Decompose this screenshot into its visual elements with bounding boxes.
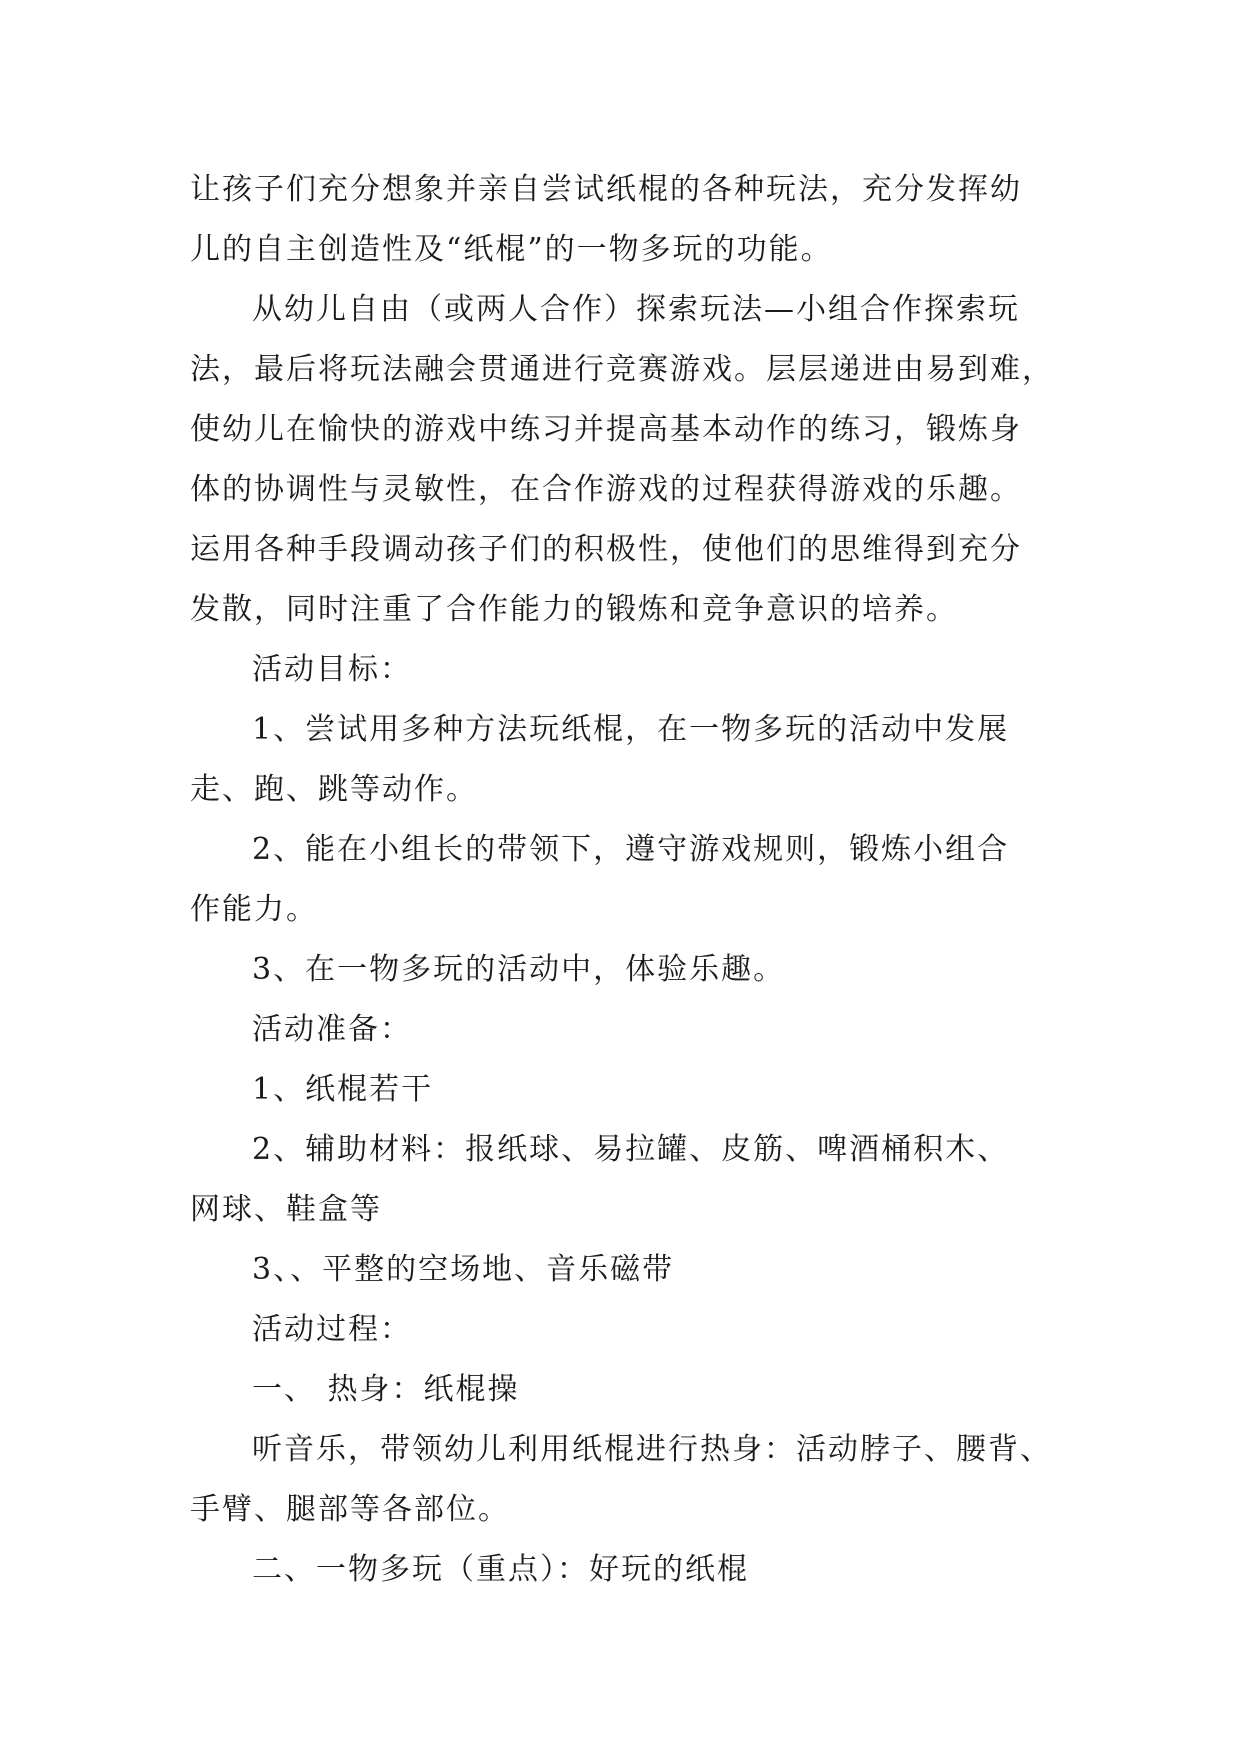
text-line: 使幼儿在愉快的游戏中练习并提高基本动作的练习，锻炼身 [190, 412, 1022, 447]
list-item: 3、在一物多玩的活动中，体验乐趣。 [252, 952, 786, 987]
text-line: 走、跑、跳等动作。 [190, 772, 478, 807]
text-line: 法，最后将玩法融会贯通进行竞赛游戏。层层递进由易到难， [190, 352, 1054, 387]
section-heading: 活动准备： [252, 1012, 412, 1047]
section-heading: 活动目标： [252, 652, 412, 687]
document-body [190, 160, 1070, 1600]
text-line: 听音乐，带领幼儿利用纸棍进行热身：活动脖子、腰背、 [252, 1432, 1052, 1467]
list-item: 1、尝试用多种方法玩纸棍，在一物多玩的活动中发展 [252, 712, 1010, 747]
text-line: 运用各种手段调动孩子们的积极性，使他们的思维得到充分 [190, 532, 1022, 567]
step-heading: 二、一物多玩（重点）：好玩的纸棍 [252, 1552, 749, 1587]
text-line: 从幼儿自由（或两人合作）探索玩法—小组合作探索玩 [252, 292, 1020, 327]
text-line: 体的协调性与灵敏性，在合作游戏的过程获得游戏的乐趣。 [190, 472, 1022, 507]
list-item: 1、纸棍若干 [252, 1072, 434, 1107]
text-line: 网球、鞋盒等 [190, 1192, 382, 1227]
list-item: 3、、平整的空场地、音乐磁带 [252, 1252, 675, 1287]
list-item: 2、能在小组长的带领下，遵守游戏规则，锻炼小组合 [252, 832, 1010, 867]
text-line: 儿的自主创造性及“纸棍”的一物多玩的功能。 [190, 232, 833, 267]
text-line: 让孩子们充分想象并亲自尝试纸棍的各种玩法，充分发挥幼 [190, 172, 1022, 207]
text-line: 作能力。 [190, 892, 318, 927]
list-item: 2、辅助材料：报纸球、易拉罐、皮筋、啤酒桶积木、 [252, 1132, 1010, 1167]
text-line: 手臂、腿部等各部位。 [190, 1492, 510, 1527]
text-line: 发散，同时注重了合作能力的锻炼和竞争意识的培养。 [190, 592, 958, 627]
section-heading: 活动过程： [252, 1312, 412, 1347]
step-heading: 一、 热身：纸棍操 [252, 1372, 520, 1407]
